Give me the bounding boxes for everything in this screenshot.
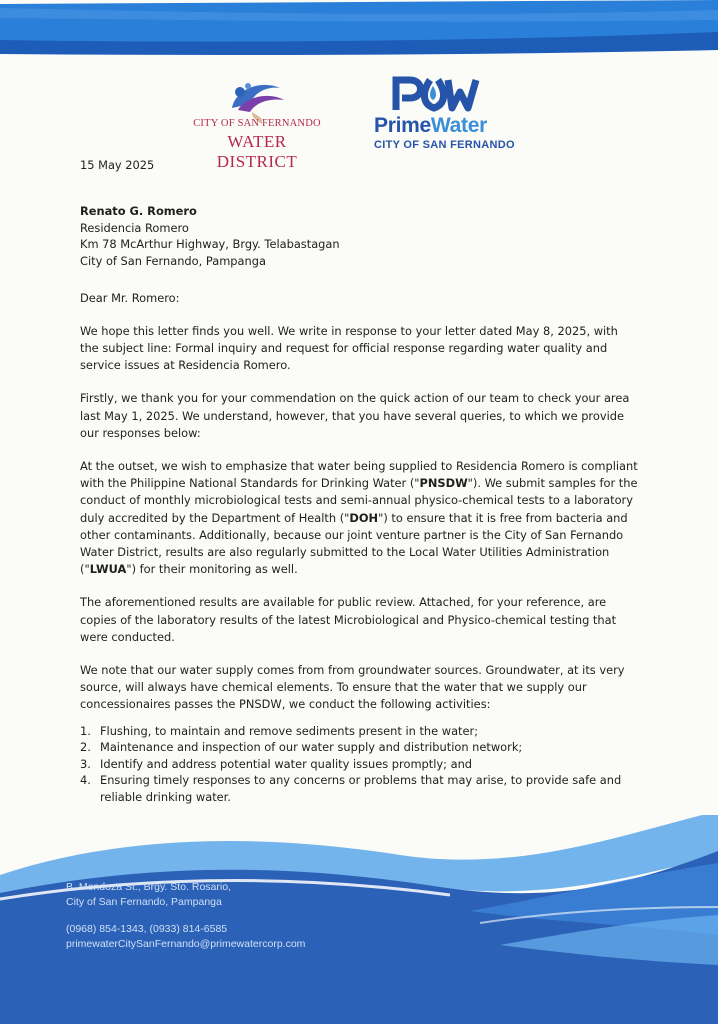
footer-contact (66, 880, 305, 952)
primewater-logo (372, 74, 542, 160)
term-pnsdw: PNSDW (419, 476, 468, 491)
paragraph-4: The aforementioned results are available for public review. Attached, for your reference, are copies of the laboratory results of the latest Microbiological and Physico-chemical testing that were conducted. (80, 595, 617, 644)
water-district-logo (192, 74, 322, 171)
recipient-line-2: Km 78 McArthur Highway, Brgy. Telabastagan (80, 237, 340, 252)
term-doh: DOH (349, 510, 379, 525)
primewater-mark-icon (372, 74, 492, 114)
water-district-name-line2: WATER DISTRICT (216, 132, 298, 171)
letter-body (80, 157, 640, 806)
water-district-name-line1: CITY OF SAN FERNANDO (193, 118, 321, 129)
paragraph-3: At the outset, we wish to emphasize that water being supplied to Residencia Romero is compliant with the Philippine National Standards for Drinking Water ("PNSDW"). We submit samples for the conduct of monthly microbiological tests and semi-annual physico-chemical tests to a laboratory duly accredited by the Department of Health ("DOH") to ensure that it is free from bacteria and other contaminants. Additionally, because our joint venture partner is the City of San Fernando Water District, results are also regularly submitted to the Local Water Utilities Administration ("LWUA") for their monitoring as well. (80, 459, 638, 577)
primewater-city: CITY OF SAN FERNANDO (374, 139, 515, 151)
list-item: 3. Identify and address potential water quality issues promptly; and (80, 756, 473, 771)
footer-email: primewaterCitySanFernando@primewatercorp.com (66, 938, 306, 950)
paragraph-1: We hope this letter finds you well. We write in response to your letter dated May 8, 2025, with the subject line: Formal inquiry and request for official response regarding water quality and service issues at Residencia Romero. (80, 323, 618, 373)
recipient-line-3: City of San Fernando, Pampanga (80, 253, 266, 268)
primewater-wordmark: PrimeWater (374, 114, 487, 137)
salutation: Dear Mr. Romero: (80, 290, 180, 305)
header-wave-band (0, 0, 718, 56)
list-item: 2. Maintenance and inspection of our water supply and distribution network; (80, 740, 523, 755)
list-item: 4. Ensuring timely responses to any concerns or problems that may arise, to provide safe and reliable drinking water. (80, 773, 622, 805)
recipient-name: Renato G. Romero (80, 204, 197, 219)
paragraph-2: Firstly, we thank you for your commendation on the quick action of our team to check your area last May 1, 2025. We understand, however, that you have several queries, to which we provide our responses below: (80, 391, 630, 440)
activities-list (80, 723, 640, 806)
term-lwua: LWUA (89, 562, 127, 577)
footer-wave (0, 815, 718, 1024)
paragraph-5: We note that our water supply comes from from groundwater sources. Groundwater, at its very source, will always have chemical elements. To ensure that the water that we supply our concessionaires passes the PNSDW, we conduct the following activities: (80, 663, 625, 712)
water-district-emblem-icon (192, 74, 322, 124)
list-item: 1. Flushing, to maintain and remove sediments present in the water; (80, 723, 479, 738)
footer-phones: (0968) 854-1343, (0933) 814-6585 (66, 923, 228, 935)
recipient-address (80, 203, 640, 269)
letter-date: 15 May 2025 (80, 158, 155, 172)
footer-address-line-1: B. Mendoza St., Brgy. Sto. Rosario, (66, 881, 231, 893)
footer-address-line-2: City of San Fernando, Pampanga (66, 896, 222, 908)
recipient-line-1: Residencia Romero (80, 220, 189, 235)
